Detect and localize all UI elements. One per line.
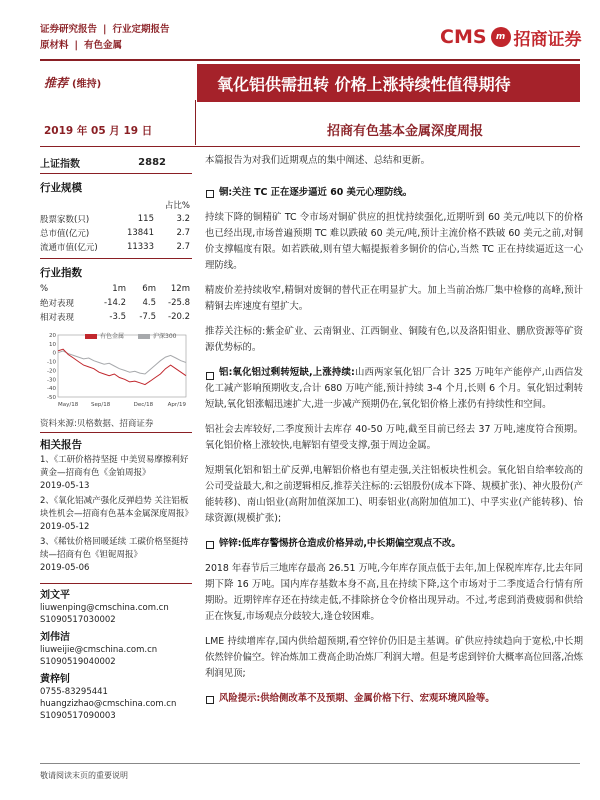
related-report[interactable]: 2、《氧化铝减产强化反弹趋势 关注铝板块性机会—招商有色基本金属深度周报》 2019-05-12: [40, 496, 194, 532]
analyst-list: [40, 590, 192, 722]
category-label: 证券研究报告: [40, 24, 98, 35]
report-date: 2019 年 05 月 19 日: [44, 125, 153, 137]
related-title: 相关报告: [40, 439, 82, 451]
x-tick-label: Dec/18: [133, 402, 154, 408]
legend-item: 沪深300: [138, 331, 176, 340]
analyst-name: 黄梓钊: [40, 674, 70, 685]
analyst-id: S1090517090003: [40, 711, 116, 721]
zinc-heading: 锌锌:低库存警惕挤仓造成价格异动,中长期偏空观点不改。: [205, 536, 583, 552]
analyst-id: S1090517030002: [40, 615, 116, 625]
copper-heading: 铜:关注 TC 正在逐步逼近 60 美元心理防线。: [205, 185, 583, 201]
legend-item: 有色金属: [85, 331, 124, 340]
x-tick-label: Sep/18: [91, 402, 111, 408]
table-row: 相对表现 -3.5 -7.5 -20.2: [40, 312, 190, 323]
logo-latin: CMS: [440, 26, 487, 48]
report-category: 证券研究报告 | 行业定期报告 原材料 | 有色金属: [40, 22, 170, 54]
index-value: 2882: [138, 157, 166, 168]
chart-frame: [58, 335, 186, 397]
index-row: [40, 152, 192, 174]
zinc-paragraph: 2018 年春节后三地库存最高 26.51 万吨,今年库存顶点低于去年,加上保税库库存,比去年同期下降 16 万吨。国内库存基数本身不高,且在持续下降,这个市场对于二季度适合行情有所期盼。近期锌库存还在持续走低,不排除挤仓令价格出现异动。不过,考虑到消费疲弱和供给正在恢复,市场观点分歧较大,逢仓较困难。: [205, 563, 583, 622]
copper-paragraph: 持续下降的铜精矿 TC 令市场对铜矿供应的担忧持续强化,近期听到 60 美元/吨以下的价格也已经出现,市场普遍预期 TC 难以跌破 60 美元/吨,预计主流价格不跌破 60 美元之前,对铜价支撑幅度有限。如若跌破,则有望大幅提振着多铜价的信心,当然 TC 正在持续逼近这一心理防线。: [205, 212, 583, 271]
subsector-label: 有色金属: [84, 40, 123, 51]
title-underline: [40, 146, 580, 147]
sector-label: 原材料: [40, 40, 69, 51]
related-report[interactable]: 3、《稀钛价格回暖延续 工碳价格坚挺持续—招商有色《钽铌周报》 2019-05-06: [40, 537, 189, 573]
series-line-csi300: [58, 351, 186, 374]
header-divider: [40, 59, 580, 61]
intro-text: 本篇报告为对我们近期观点的集中阐述、总结和更新。: [205, 155, 431, 166]
report-title: 氧化铝供需扭转 价格上涨持续性值得期待: [217, 74, 511, 94]
aluminum-paragraph: 铝:氧化铝过剩转短缺,上涨持续:山西两家氧化铝厂合计 325 万吨年产能停产,山西信发化工减产影响预期收支,合计 680 万吨产能,预计持续 3-4 个月,长则 6 个月。氧化铝过剩转短缺,氧化铝涨幅迅速扩大,进一步减产预期仍在,氧化铝价格上涨仍有持续性和空间。: [205, 367, 583, 410]
x-tick-label: May/18: [58, 402, 79, 408]
table-row: 流通市值(亿元) 11333 2.7: [40, 242, 190, 253]
y-tick-label: 10: [49, 341, 56, 348]
risk-warning: 风险提示:供给侧改革不及预期、金属价格下行、宏观环境风险等。: [205, 691, 583, 707]
y-tick-label: -40: [47, 386, 56, 393]
analyst-name: 刘伟洁: [40, 632, 70, 643]
table-row: 股票家数(只) 115 3.2: [40, 214, 190, 225]
analyst-email[interactable]: liuweijie@cmschina.com.cn: [40, 645, 158, 655]
rating-label: 推荐: [44, 76, 69, 90]
y-tick-label: 0: [52, 350, 56, 357]
performance-chart: [40, 327, 192, 413]
scale-title: 行业规模: [40, 182, 82, 194]
title-divider: [195, 100, 196, 145]
table-row: 绝对表现 -14.2 4.5 -25.8: [40, 298, 190, 309]
category-type: 行业定期报告: [112, 24, 170, 35]
y-tick-label: -30: [47, 377, 56, 384]
analyst-phone: 0755-83295441: [40, 687, 108, 697]
main-content: [205, 152, 583, 707]
y-tick-label: -10: [47, 359, 56, 366]
aluminum-paragraph: 短期氧化铝和铝土矿反弹,电解铝价格也有望走强,关注铝板块性机会。氧化铝自给率较高的公司受益最大,和之前逻辑相反,推荐关注标的:云铝股份(成本下降、规模扩张)、神火股份(产能转移)、南山铝业(高附加值深加工)、明泰铝业(高附加值加工)、中孚实业(产能转移)、怡球资源(规模扩张);: [205, 465, 583, 524]
cms-logo: [440, 26, 582, 48]
rating: [44, 74, 101, 91]
analyst-card: [40, 632, 192, 668]
scale-header: 占比%: [164, 201, 190, 211]
analyst-id: S1090519040002: [40, 657, 116, 667]
table-row: 总市值(亿元) 13841 2.7: [40, 228, 190, 239]
y-tick-label: -20: [47, 368, 56, 375]
copper-paragraph: 推荐关注标的:紫金矿业、云南铜业、江西铜业、铜陵有色,以及洛阳钼业、鹏欣资源等矿资源优势标的。: [205, 326, 583, 353]
report-subtitle: 招商有色基本金属深度周报: [327, 124, 484, 139]
logo-chinese: 招商证券: [513, 29, 582, 50]
perf-title: 行业指数: [40, 267, 82, 279]
analyst-card: [40, 590, 192, 626]
scale-table: [40, 198, 190, 254]
rating-sub: (维持): [72, 79, 102, 90]
analyst-email[interactable]: huangzizhao@cmschina.com.cn: [40, 699, 177, 709]
copper-paragraph: 精废价差持续收窄,精铜对废铜的替代正在明显扩大。加上当前冶炼厂集中检修的高峰,预计精铜去库速度有望扩大。: [205, 285, 583, 312]
chart-legend: [85, 331, 176, 340]
footer-divider: [40, 763, 580, 764]
chart-source: 资料来源:贝格数据、招商证券: [40, 419, 154, 429]
logo-badge-icon: m: [491, 27, 511, 47]
x-tick-label: Apr/19: [167, 402, 186, 408]
aluminum-heading: 铝:氧化铝过剩转短缺,上涨持续:: [205, 367, 355, 378]
sidebar: [40, 152, 192, 722]
analyst-email[interactable]: liuwenping@cmschina.com.cn: [40, 603, 169, 613]
index-label: 上证指数: [40, 159, 80, 170]
series-line-nonferrous: [58, 349, 186, 384]
analyst-name: 刘文平: [40, 590, 70, 601]
report-title-bar: [197, 64, 580, 102]
perf-table: % 1m 6m 12m 绝对表现 -14.2 4.5 -25.8 相对表现 -3.5 -7.5 -20.2: [40, 284, 190, 323]
y-tick-label: 20: [49, 333, 56, 339]
y-tick-label: -50: [47, 395, 56, 401]
zinc-paragraph: LME 持续增库存,国内供给超预期,看空锌价仍旧是主基调。矿供应持续趋向于宽松,中长期依然锌价偏空。锌冶炼加工费高企助冶炼厂利润大增。但是考虑到锌价大概率高位回落,冶炼利润见顶;: [205, 636, 583, 679]
analyst-card: [40, 674, 192, 722]
footer-note: 敬请阅读末页的重要说明: [40, 771, 128, 780]
aluminum-paragraph: 铝社会去库较好,二季度预计去库存 40-50 万吨,截至目前已经去 37 万吨,速度符合预期。氧化铝价格上涨较快,电解铝有望受支撑,强于周边金属。: [205, 424, 583, 451]
related-report[interactable]: 1、《工研价格持坚挺 中美贸易摩擦利好黄金—招商有色《金铂周报》 2019-05-13: [40, 455, 189, 491]
related-reports: [40, 454, 192, 575]
